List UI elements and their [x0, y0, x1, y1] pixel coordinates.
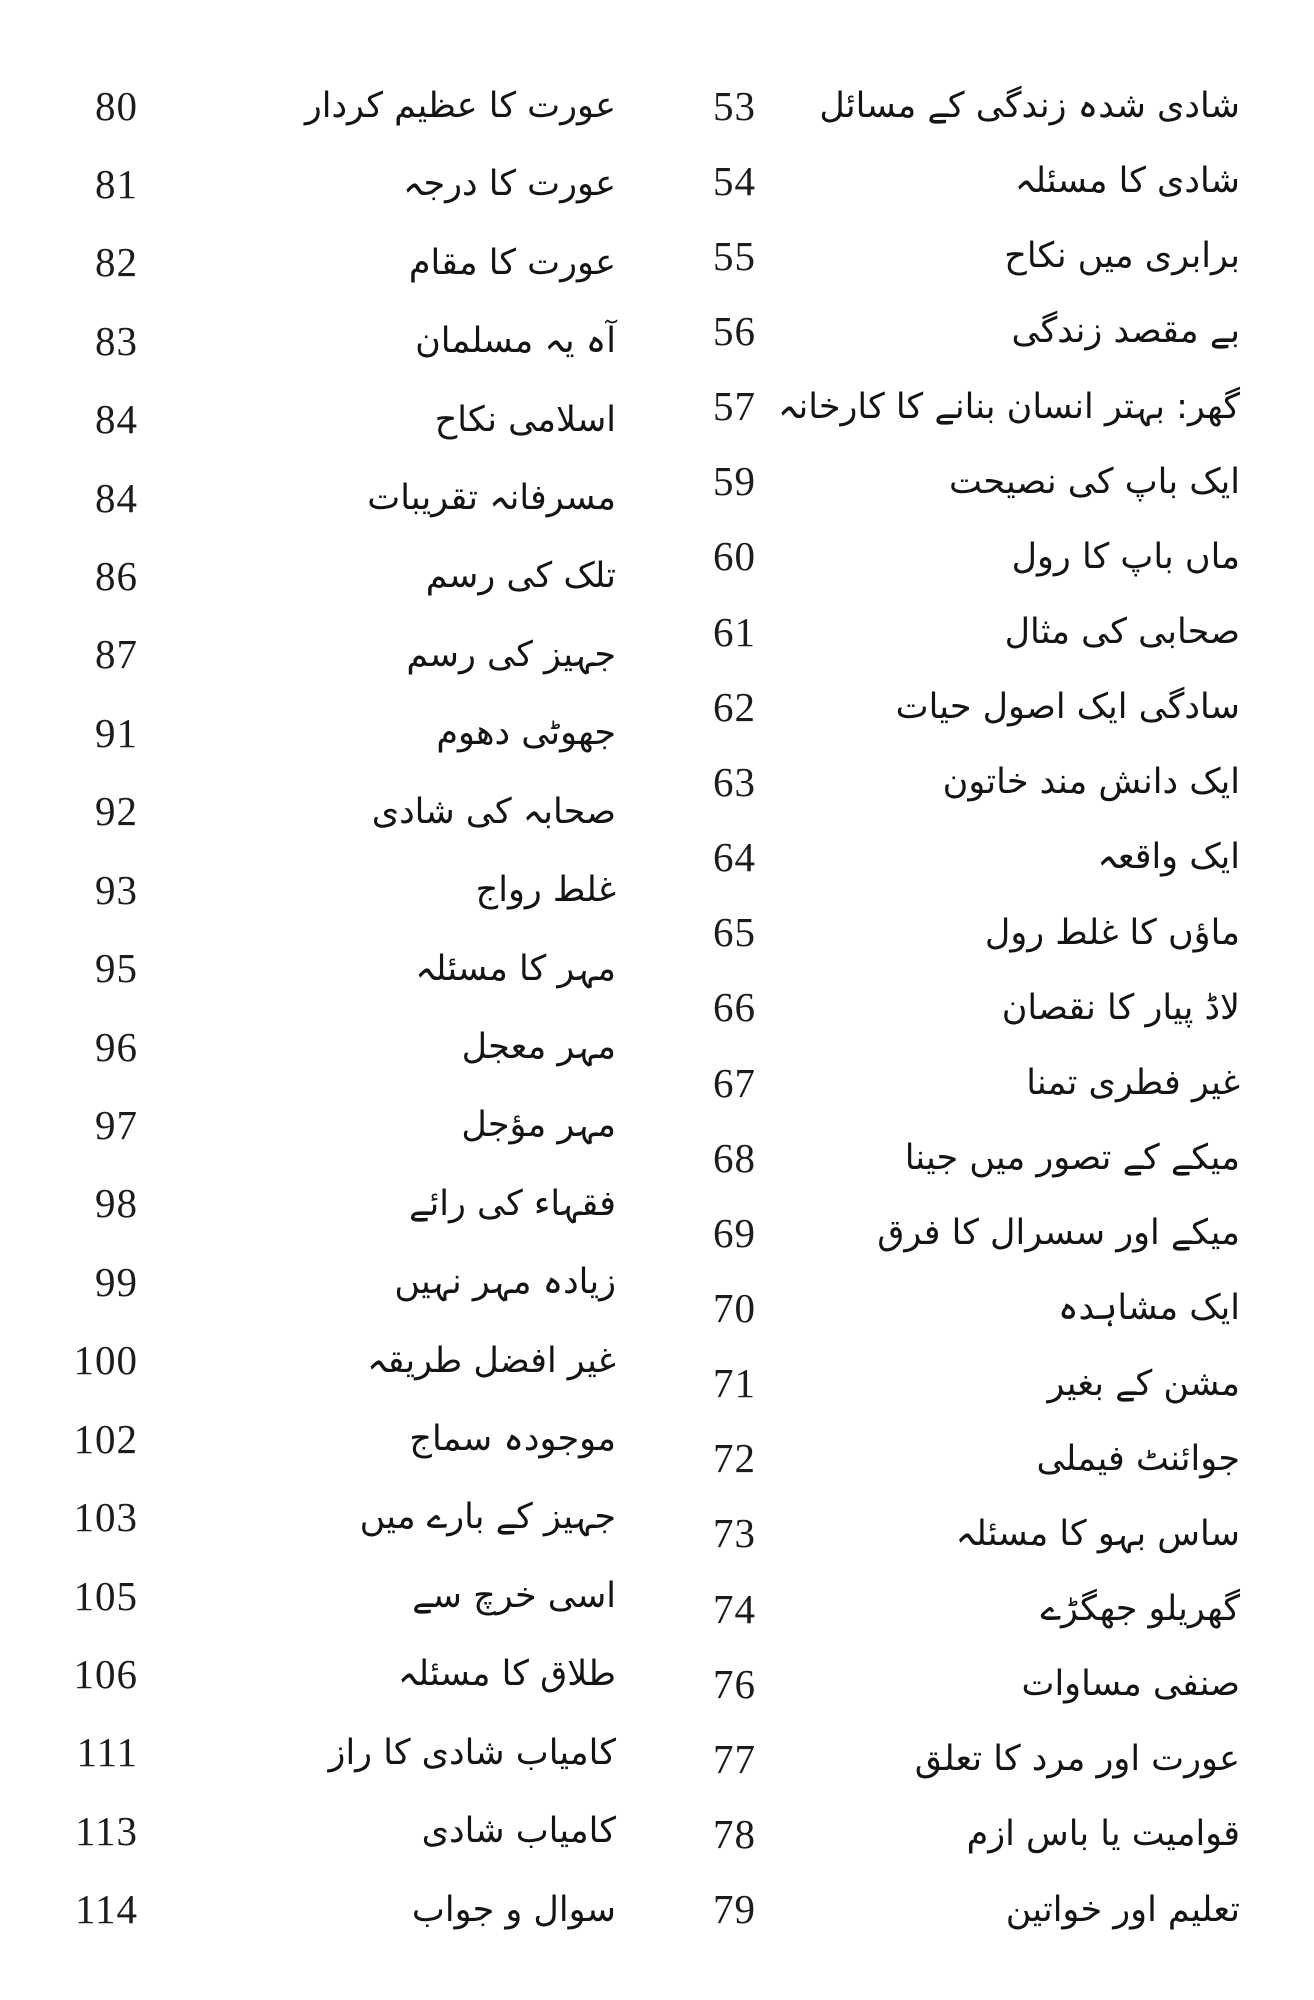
chapter-title: شادی شدہ زندگی کے مسائل: [819, 85, 1240, 126]
page-number: 106: [73, 1650, 138, 1697]
page-number: 63: [713, 758, 756, 805]
page-number: 114: [75, 1886, 138, 1933]
page-number: 66: [713, 984, 756, 1031]
page-number: 102: [73, 1415, 138, 1462]
chapter-title: تلک کی رسم: [425, 556, 616, 597]
chapter-title: ایک مشاہدہ: [1058, 1288, 1240, 1329]
toc-row: [38, 1723, 618, 1783]
toc-row: [38, 1409, 618, 1469]
chapter-title: شادی کا مسئلہ: [1014, 161, 1240, 202]
chapter-title: مہر معجل: [461, 1026, 616, 1067]
toc-row: [38, 782, 618, 842]
page-number: 53: [713, 82, 756, 129]
chapter-title: لاڈ پیار کا نقصان: [1001, 987, 1240, 1028]
chapter-title: برابری میں نکاح: [1004, 236, 1240, 277]
toc-row: [640, 452, 1246, 512]
page-number: 81: [95, 160, 138, 207]
toc-row: [38, 860, 618, 920]
chapter-title: سادگی ایک اصول حیات: [895, 687, 1240, 728]
page-number: 84: [95, 396, 138, 443]
page-number: 113: [75, 1807, 138, 1854]
page-number: 59: [713, 458, 756, 505]
chapter-title: اسلامی نکاح: [434, 399, 616, 440]
page-number: 91: [95, 709, 138, 756]
toc-column-second: [38, 76, 618, 1940]
toc-row: [38, 468, 618, 528]
chapter-title: جوائنٹ فیملی: [1036, 1438, 1240, 1479]
toc-row: [38, 1488, 618, 1548]
chapter-title: جھوٹی دھوم: [436, 713, 616, 754]
chapter-title: گھر: بہتر انسان بنانے کا کارخانہ: [777, 386, 1240, 427]
page-number: 105: [73, 1572, 138, 1619]
page-number: 72: [713, 1435, 756, 1482]
chapter-title: صحابی کی مثال: [1004, 611, 1240, 652]
chapter-title: ساس بہو کا مسئلہ: [955, 1513, 1240, 1554]
page-number: 76: [713, 1660, 756, 1707]
toc-row: [640, 1354, 1246, 1414]
toc-row: [38, 1801, 618, 1861]
toc-row: [38, 1331, 618, 1391]
page-number: 80: [95, 82, 138, 129]
chapter-title: گھریلو جھگڑے: [1040, 1589, 1240, 1629]
page-number: 97: [95, 1101, 138, 1148]
page-number: 95: [95, 945, 138, 992]
page-number: 82: [95, 239, 138, 286]
toc-row: [38, 390, 618, 450]
toc-row: [640, 1504, 1246, 1564]
chapter-title: مسرفانہ تقریبات: [367, 477, 616, 518]
page-number: 78: [713, 1811, 756, 1858]
page-number: 103: [73, 1494, 138, 1541]
toc-row: [640, 76, 1246, 136]
page-number: 71: [713, 1360, 756, 1407]
toc-row: [640, 1279, 1246, 1339]
chapter-title: ماؤں کا غلط رول: [984, 912, 1240, 953]
toc-row: [640, 602, 1246, 662]
toc-row: [640, 752, 1246, 812]
chapter-title: غلط رواج: [475, 870, 616, 911]
toc-row: [38, 1566, 618, 1626]
toc-row: [38, 1017, 618, 1077]
page-number: 70: [713, 1285, 756, 1331]
page-number: 98: [95, 1180, 138, 1227]
chapter-title: صنفی مساوات: [1021, 1664, 1240, 1705]
page-number: 83: [95, 317, 138, 364]
toc-row: [640, 828, 1246, 888]
page-number: 60: [713, 533, 756, 580]
toc-row: [640, 377, 1246, 437]
toc-row: [38, 311, 618, 371]
page-number: 61: [713, 608, 756, 655]
chapter-title: فقہاء کی رائے: [408, 1183, 616, 1224]
chapter-title: عورت اور مرد کا تعلق: [914, 1739, 1240, 1780]
page-number: 99: [95, 1258, 138, 1305]
page-number: 92: [95, 788, 138, 835]
page-number: 73: [713, 1510, 756, 1557]
page-number: 67: [713, 1059, 756, 1106]
page-number: 111: [76, 1729, 138, 1776]
page-number: 65: [713, 909, 756, 956]
page-number: 100: [73, 1337, 138, 1384]
chapter-title: ایک واقعہ: [1097, 837, 1240, 878]
chapter-title: غیر افضل طریقہ: [367, 1340, 616, 1381]
toc-row: [640, 226, 1246, 286]
chapter-title: قوامیت یا باس ازم: [966, 1814, 1240, 1855]
chapter-title: غیر فطری تمنا: [1026, 1062, 1240, 1103]
toc-row: [38, 547, 618, 607]
toc-row: [38, 1174, 618, 1234]
chapter-title: کامیاب شادی: [421, 1811, 616, 1852]
chapter-title: میکے کے تصور میں جینا: [904, 1138, 1240, 1179]
page-number: 56: [713, 307, 756, 354]
chapter-title: عورت کا درجہ: [402, 164, 616, 205]
page-number: 64: [713, 834, 756, 881]
toc-row: [640, 903, 1246, 963]
toc-row: [640, 1880, 1246, 1940]
chapter-title: ماں باپ کا رول: [1011, 536, 1240, 577]
chapter-title: عورت کا عظیم کردار: [304, 85, 616, 126]
chapter-title: مہر کا مسئلہ: [415, 948, 616, 989]
page-number: 93: [95, 866, 138, 913]
chapter-title: عورت کا مقام: [408, 242, 616, 283]
chapter-title: بے مقصد زندگی: [1011, 311, 1240, 352]
toc-row: [640, 1203, 1246, 1263]
toc-row: [640, 978, 1246, 1038]
chapter-title: طلاق کا مسئلہ: [397, 1654, 616, 1695]
chapter-title: تعلیم اور خواتین: [1005, 1889, 1240, 1930]
page-number: 84: [95, 474, 138, 521]
toc-row: [640, 1654, 1246, 1714]
toc-row: [640, 1805, 1246, 1865]
toc-row: [640, 1579, 1246, 1639]
page-number: 87: [95, 631, 138, 678]
toc-row: [640, 1128, 1246, 1188]
page-number: 55: [713, 232, 756, 279]
toc-row: [38, 939, 618, 999]
toc-row: [38, 703, 618, 763]
chapter-title: سوال و جواب: [411, 1889, 616, 1930]
page-number: 68: [713, 1134, 756, 1181]
toc-row: [640, 1729, 1246, 1789]
toc-row: [640, 301, 1246, 361]
page-number: 62: [713, 683, 756, 730]
toc-row: [640, 527, 1246, 587]
toc-row: [38, 154, 618, 214]
page-number: 79: [713, 1886, 756, 1933]
toc-row: [38, 1880, 618, 1940]
toc-row: [38, 1095, 618, 1155]
toc-column-first: [640, 76, 1246, 1940]
chapter-title: ایک باپ کی نصیحت: [949, 461, 1240, 502]
chapter-title: کامیاب شادی کا راز: [328, 1732, 616, 1773]
chapter-title: صحابہ کی شادی: [371, 791, 616, 832]
chapter-title: میکے اور سسرال کا فرق: [877, 1213, 1240, 1254]
toc-row: [640, 1053, 1246, 1113]
toc-row: [640, 1429, 1246, 1489]
chapter-title: جہیز کے بارے میں: [359, 1497, 616, 1538]
page-number: 74: [713, 1585, 756, 1632]
page-number: 77: [713, 1735, 756, 1782]
toc-row: [38, 1644, 618, 1704]
toc-row: [38, 1252, 618, 1312]
chapter-title: مہر مؤجل: [461, 1105, 616, 1146]
page-number: 86: [95, 553, 138, 600]
chapter-title: آہ یہ مسلمان: [415, 321, 616, 362]
chapter-title: مشن کے بغیر: [1047, 1363, 1240, 1404]
toc-row: [38, 625, 618, 685]
toc-row: [640, 677, 1246, 737]
chapter-title: اسی خرچ سے: [412, 1575, 616, 1616]
page-number: 57: [713, 383, 756, 430]
page-number: 69: [713, 1209, 756, 1256]
page-number: 54: [713, 157, 756, 204]
chapter-title: ایک دانش مند خاتون: [942, 762, 1240, 803]
chapter-title: زیادہ مہر نہیں: [394, 1262, 616, 1303]
chapter-title: جہیز کی رسم: [406, 634, 616, 675]
toc-row: [38, 233, 618, 293]
toc-row: [640, 151, 1246, 211]
chapter-title: موجودہ سماج: [409, 1419, 616, 1460]
toc-row: [38, 76, 618, 136]
page-number: 96: [95, 1023, 138, 1070]
